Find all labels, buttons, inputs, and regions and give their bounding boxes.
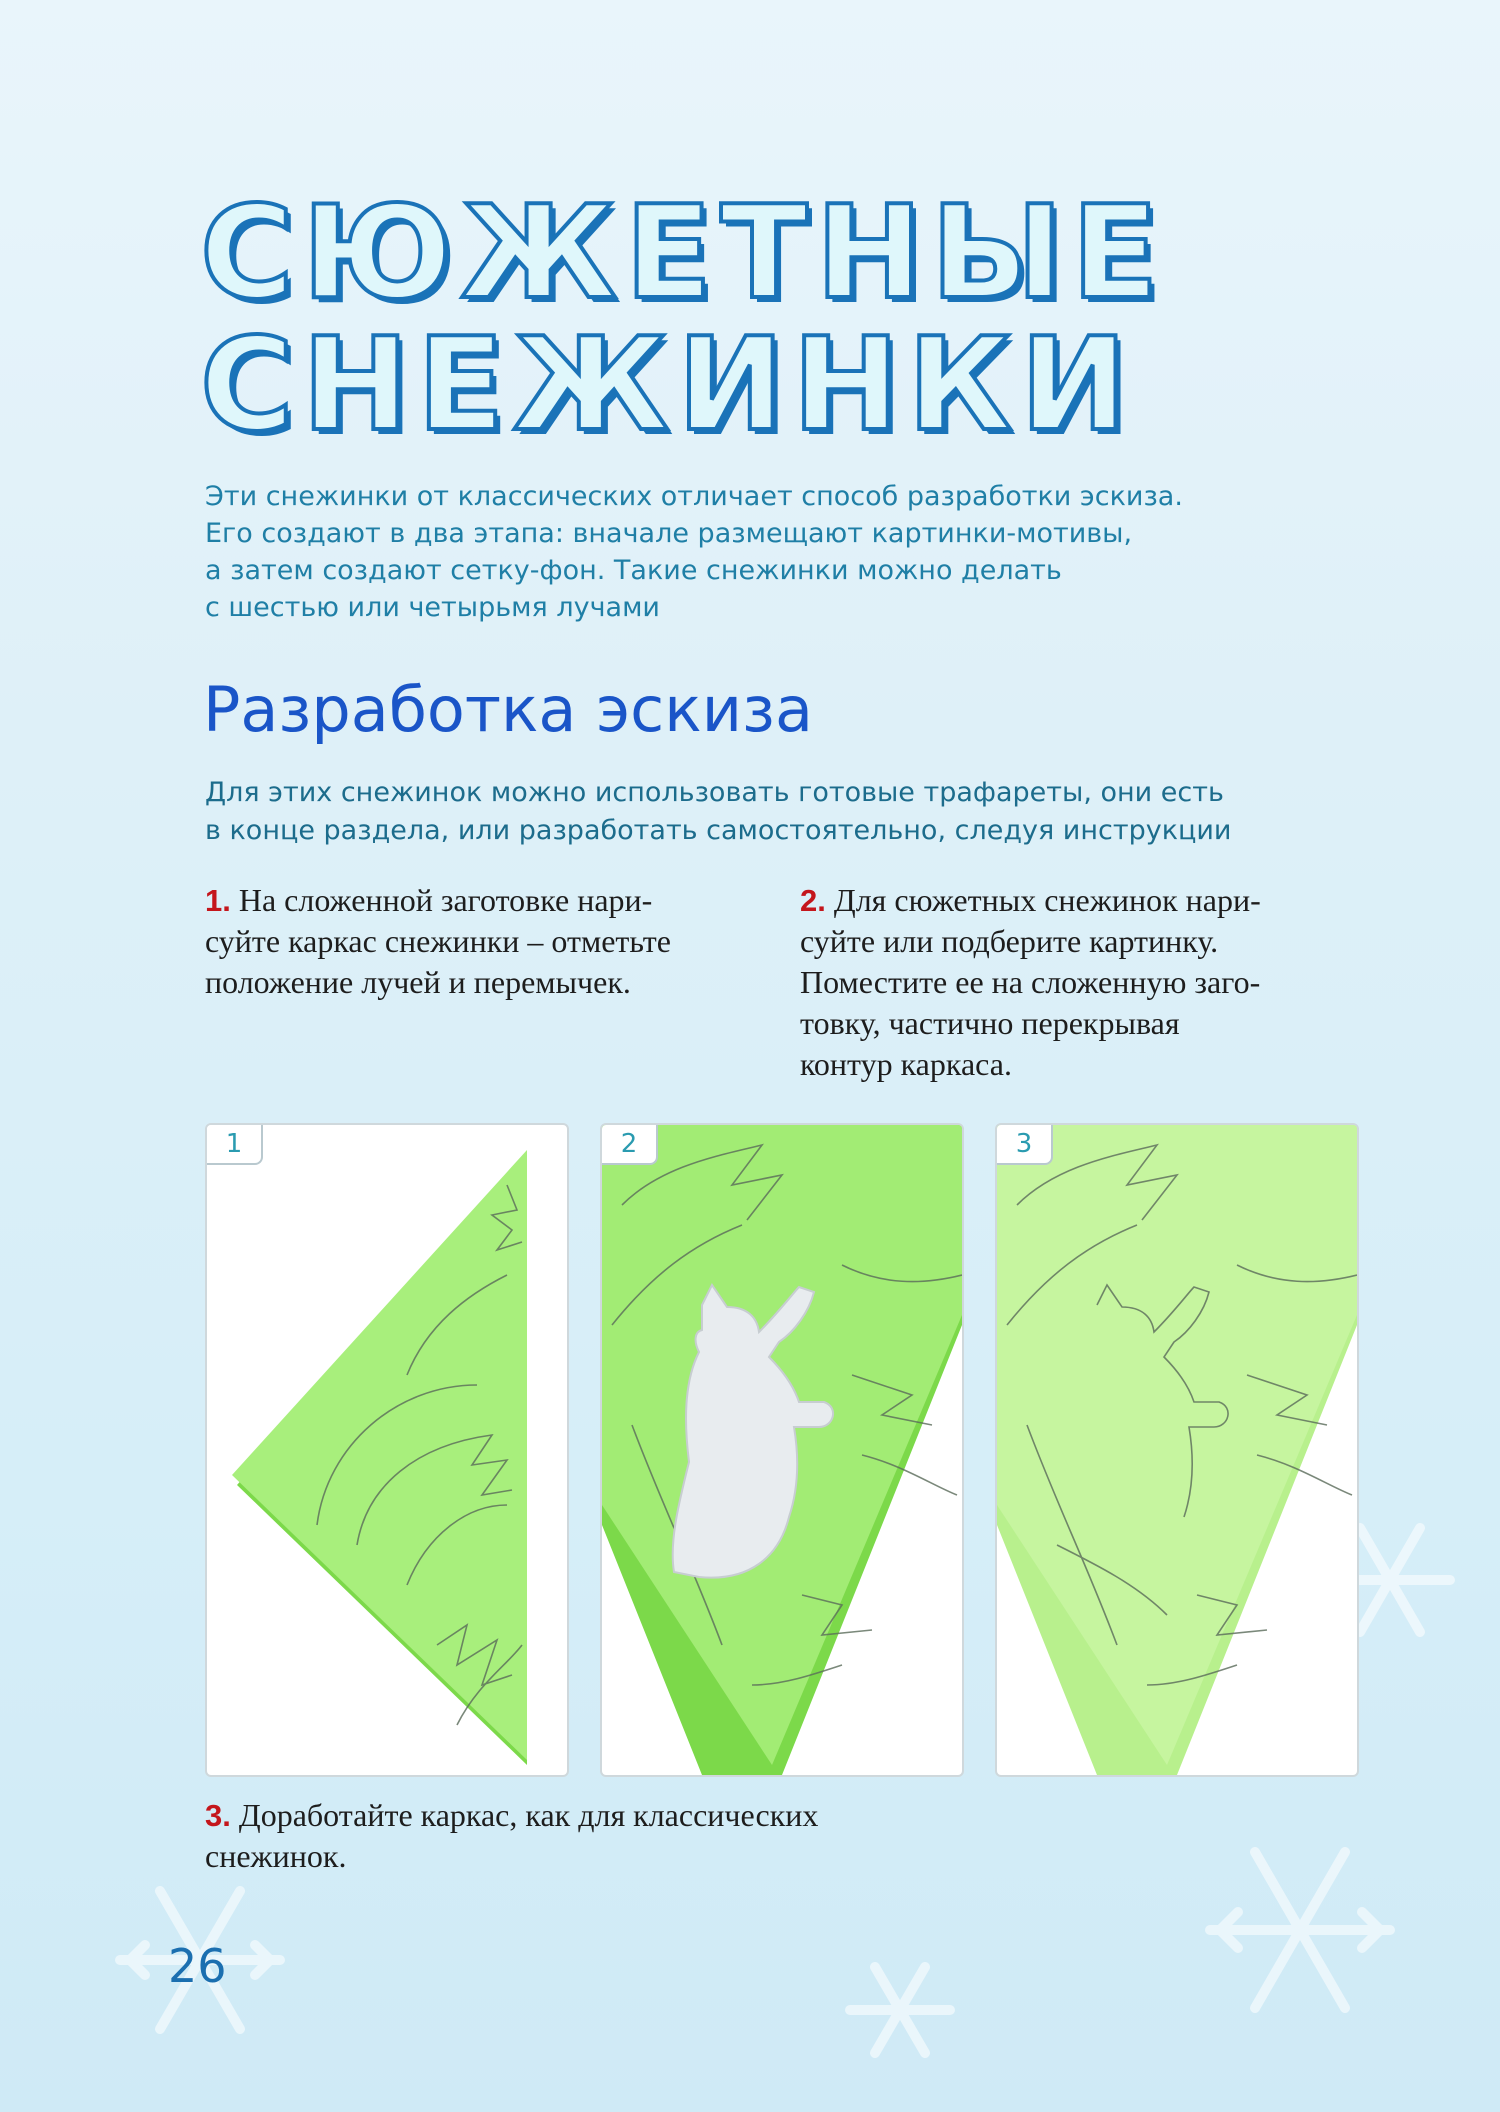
step-number: 2. <box>800 883 826 918</box>
section-heading: Разработка эскиза <box>203 673 813 746</box>
step-2-first-line <box>800 880 1360 921</box>
step-1-first-line <box>205 880 765 921</box>
photo-badge: 2 <box>602 1125 658 1165</box>
title-line-2: СНЕЖИНКИ <box>200 311 1136 460</box>
step-text: Поместите ее на сложенную заго- <box>800 964 1261 1000</box>
snowflake-icon <box>1210 1852 1390 2008</box>
intro-paragraph <box>205 478 1325 626</box>
section-lead <box>205 774 1325 850</box>
photo-step-3 <box>995 1123 1359 1777</box>
step-3 <box>205 1795 965 1877</box>
intro-line: а затем создают сетку-фон. Такие снежинки можно делать <box>205 555 1062 586</box>
step-text: товку, частично перекрывая <box>800 1005 1180 1041</box>
step-3-first-line <box>205 1795 965 1836</box>
step-text: Для сюжетных снежинок нари- <box>833 882 1261 918</box>
photo-step-2 <box>600 1123 964 1777</box>
folded-paper-sketch-image <box>207 1125 567 1775</box>
photo-badge: 1 <box>207 1125 263 1165</box>
photo-step-1 <box>205 1123 569 1777</box>
step-1 <box>205 880 765 1003</box>
cat-outline-sketch-image <box>997 1125 1357 1775</box>
page-number: 26 <box>168 1939 227 1993</box>
step-text: суйте каркас снежинки – отметьте <box>205 923 671 959</box>
step-number: 1. <box>205 883 231 918</box>
step-text: Доработайте каркас, как для классических <box>238 1797 819 1833</box>
step-text: снежинок. <box>205 1838 347 1874</box>
page-title <box>200 179 1167 460</box>
paper-cat-template-image <box>602 1125 962 1775</box>
photo-badge: 3 <box>997 1125 1053 1165</box>
intro-line: с шестью или четырьмя лучами <box>205 592 660 623</box>
lead-line: Для этих снежинок можно использовать готовые трафареты, они есть <box>205 777 1224 808</box>
snowflake-icon <box>850 1967 950 2053</box>
step-text: суйте или подберите картинку. <box>800 923 1219 959</box>
step-2 <box>800 880 1360 1085</box>
step-text: контур каркаса. <box>800 1046 1012 1082</box>
step-text: На сложенной заготовке нари- <box>238 882 653 918</box>
intro-line: Его создают в два этапа: вначале размещают картинки-мотивы, <box>205 518 1133 549</box>
intro-line: Эти снежинки от классических отличает способ разработки эскиза. <box>205 481 1183 512</box>
lead-line: в конце раздела, или разработать самостоятельно, следуя инструкции <box>205 815 1232 846</box>
title-line-1: СЮЖЕТНЫЕ <box>200 179 1167 328</box>
step-number: 3. <box>205 1798 231 1833</box>
step-text: положение лучей и перемычек. <box>205 964 631 1000</box>
